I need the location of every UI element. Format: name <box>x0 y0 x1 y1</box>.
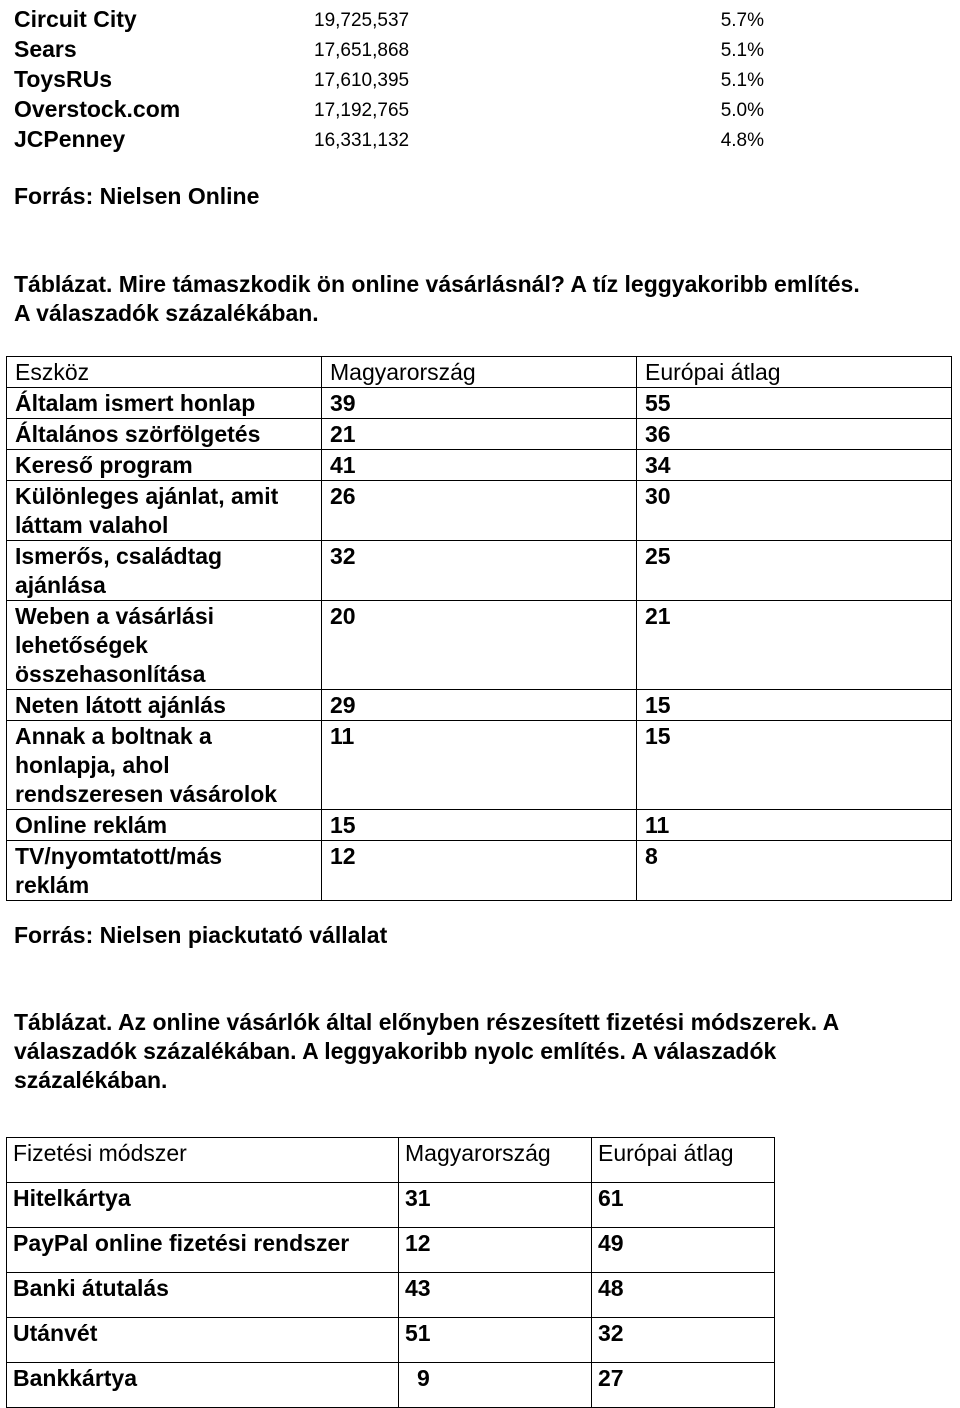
column-header-europe: Európai átlag <box>592 1138 775 1183</box>
row-label: Kereső program <box>7 450 322 481</box>
column-header-europe: Európai átlag <box>637 357 952 388</box>
row-label: TV/nyomtatott/más reklám <box>7 841 322 901</box>
table1-caption-line2: A válaszadók százalékában. <box>14 300 319 326</box>
payment-methods-table <box>6 1137 775 1408</box>
row-label: Hitelkártya <box>7 1183 399 1228</box>
value-hungary: 15 <box>322 810 637 841</box>
retailer-row <box>0 64 960 94</box>
retailer-share: 5.7% <box>720 10 764 31</box>
value-hungary: 12 <box>399 1228 592 1273</box>
column-header-hungary: Magyarország <box>399 1138 592 1183</box>
value-europe: 21 <box>637 601 952 690</box>
table1-caption-line1: Táblázat. Mire támaszkodik ön online vásárlásnál? A tíz leggyakoribb említés. <box>14 271 860 297</box>
table2-caption-line1: Táblázat. Az online vásárlók által előnyben részesített fizetési módszerek. A <box>14 1009 840 1035</box>
table-row <box>7 601 952 690</box>
value-europe: 30 <box>637 481 952 541</box>
table-row <box>7 419 952 450</box>
retailer-share: 5.1% <box>720 70 764 91</box>
row-label: Általam ismert honlap <box>7 388 322 419</box>
table-row <box>7 450 952 481</box>
value-europe: 61 <box>592 1183 775 1228</box>
row-label: Bankkártya <box>7 1363 399 1408</box>
column-header-tool: Eszköz <box>7 357 322 388</box>
value-europe: 32 <box>592 1318 775 1363</box>
retailer-row <box>0 94 960 124</box>
value-hungary: 21 <box>322 419 637 450</box>
retailer-row <box>0 4 960 34</box>
table-row <box>7 481 952 541</box>
value-hungary: 26 <box>322 481 637 541</box>
value-europe: 25 <box>637 541 952 601</box>
value-europe: 8 <box>637 841 952 901</box>
source-note-1: Forrás: Nielsen Online <box>14 183 260 209</box>
value-hungary: 39 <box>322 388 637 419</box>
value-europe: 34 <box>637 450 952 481</box>
value-hungary: 32 <box>322 541 637 601</box>
retailer-name: Sears <box>14 36 77 62</box>
table-row <box>7 810 952 841</box>
row-label: Utánvét <box>7 1318 399 1363</box>
row-label: Ismerős, családtag ajánlása <box>7 541 322 601</box>
table-row <box>7 1318 775 1363</box>
table-row <box>7 388 952 419</box>
retailer-visitors: 17,610,395 <box>314 70 410 91</box>
online-shopping-sources-table <box>6 356 952 901</box>
table-row <box>7 1363 775 1408</box>
value-europe: 15 <box>637 721 952 810</box>
value-hungary: 51 <box>399 1318 592 1363</box>
retailer-visitors: 17,651,868 <box>314 40 410 61</box>
retailer-share: 5.0% <box>720 100 764 121</box>
retailer-name: JCPenney <box>14 126 126 152</box>
row-label: Online reklám <box>7 810 322 841</box>
value-europe: 55 <box>637 388 952 419</box>
value-europe: 49 <box>592 1228 775 1273</box>
value-hungary: 31 <box>399 1183 592 1228</box>
value-hungary: 29 <box>322 690 637 721</box>
retailer-visitors: 16,331,132 <box>314 130 410 151</box>
table-row <box>7 690 952 721</box>
value-europe: 11 <box>637 810 952 841</box>
retailer-share: 4.8% <box>720 130 764 151</box>
table2-caption-line3: százalékában. <box>14 1067 168 1093</box>
value-europe: 27 <box>592 1363 775 1408</box>
retailer-share: 5.1% <box>720 40 764 61</box>
row-label: Weben a vásárlási lehetőségek összehasonlítása <box>7 601 322 690</box>
table-header-row <box>7 357 952 388</box>
table-row <box>7 1228 775 1273</box>
column-header-method: Fizetési módszer <box>7 1138 399 1183</box>
table2-caption-line2: válaszadók százalékában. A leggyakoribb nyolc említés. A válaszadók <box>14 1038 777 1064</box>
retailer-row <box>0 34 960 64</box>
retailer-name: ToysRUs <box>14 66 112 92</box>
table-row <box>7 841 952 901</box>
column-header-hungary: Magyarország <box>322 357 637 388</box>
row-label: Annak a boltnak a honlapja, ahol rendszeresen vásárolok <box>7 721 322 810</box>
table-header-row <box>7 1138 775 1183</box>
retailer-visitors: 17,192,765 <box>314 100 410 121</box>
retailer-name: Circuit City <box>14 6 137 32</box>
value-hungary: 41 <box>322 450 637 481</box>
value-hungary: 11 <box>322 721 637 810</box>
value-hungary: 9 <box>399 1363 592 1408</box>
value-europe: 15 <box>637 690 952 721</box>
row-label: Általános szörfölgetés <box>7 419 322 450</box>
row-label: Neten látott ajánlás <box>7 690 322 721</box>
value-hungary: 12 <box>322 841 637 901</box>
table-row <box>7 721 952 810</box>
retailer-row <box>0 124 960 154</box>
row-label: Különleges ajánlat, amit láttam valahol <box>7 481 322 541</box>
retailer-visitors: 19,725,537 <box>314 10 410 31</box>
row-label: Banki átutalás <box>7 1273 399 1318</box>
value-hungary: 20 <box>322 601 637 690</box>
value-hungary: 43 <box>399 1273 592 1318</box>
retailer-name: Overstock.com <box>14 96 181 122</box>
source-note-2: Forrás: Nielsen piackutató vállalat <box>14 922 388 948</box>
value-europe: 48 <box>592 1273 775 1318</box>
table-row <box>7 541 952 601</box>
row-label: PayPal online fizetési rendszer <box>7 1228 399 1273</box>
value-europe: 36 <box>637 419 952 450</box>
table-row <box>7 1273 775 1318</box>
table-row <box>7 1183 775 1228</box>
